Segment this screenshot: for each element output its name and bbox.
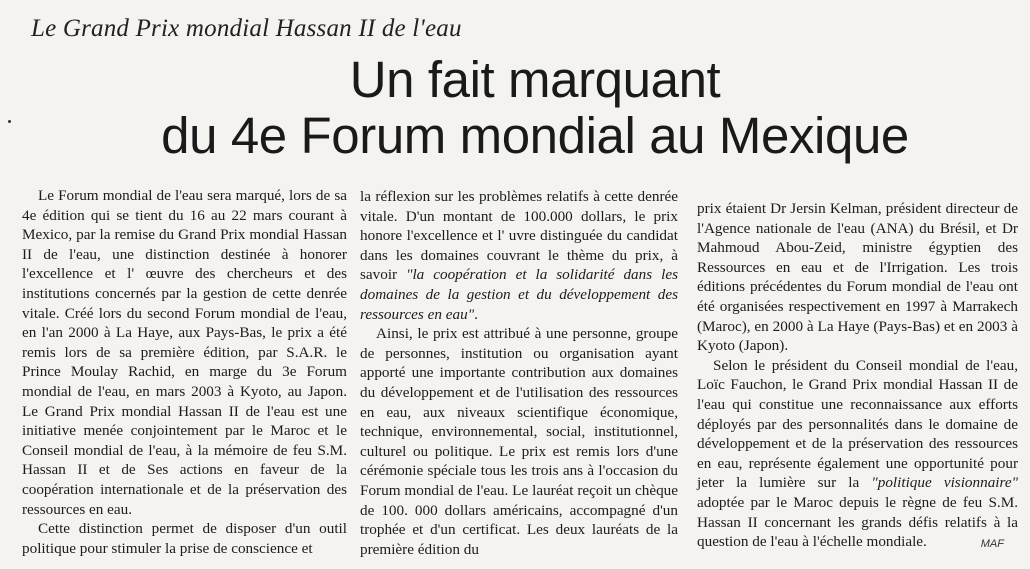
col3-p2-quote: "politique visionnaire" <box>871 474 1018 492</box>
col3-p2-text-b: adoptée par le Maroc depuis le règne de feu S.M. Hassan II concernant les grands défis relatifs à la question de l'eau à l'échelle mondiale. <box>697 493 1018 551</box>
col3-paragraph-1: prix étaient Dr Jersin Kelman, président directeur de l'Agence nationale de l'eau (ANA) du Brésil, et Dr Mahmoud Abou-Zeid, ministre égyptien des Ressources en eau et de l'Irrigation. Les trois éditions précédentes du Forum mondial de l'eau ont été organisées respectivement en 1997 à Marrakech (Maroc), en 2000 à La Haye (Pays-Bas) et en 2003 à Kyoto (Japon). <box>697 200 1018 355</box>
col2-paragraph-1 <box>360 187 678 324</box>
article-column-2 <box>360 187 678 559</box>
headline-line-1: Un fait marquant <box>349 51 721 108</box>
col2-paragraph-2: Ainsi, le prix est attribué à une personne, groupe de personnes, institution ou organisation ayant apporté une importante contribution aux domaines du développement et de l'utilisation des ressources en eau, aux niveaux scientifique économique, technique, environnemental, social, institutionnel, culturel ou politique. Le prix est remis lors d'une cérémonie spéciale tous les trois ans à l'occasion du Forum mondial de l'eau. Le lauréat reçoit un chèque de 100. 000 dollars américains, accompagné d'un trophée et d'un certificat. Les deux lauréats de la première édition du <box>360 325 678 558</box>
article-headline <box>0 52 1030 164</box>
article-kicker: Le Grand Prix mondial Hassan II de l'eau <box>31 15 462 42</box>
article-column-1 <box>22 186 347 558</box>
col2-p1-quote: "la coopération et la solidarité dans les domaines de la gestion et du développement des ressources en eau" <box>360 266 678 323</box>
col3-p2-text-a: Selon le président du Conseil mondial de l'eau, Loïc Fauchon, le Grand Prix mondial Hassan II de l'eau qui constitue une reconnaissance aux efforts déployés par des personnalités dans le domaine de développement et de la préservation des ressources en eau, représente également une opportunité pour jeter la lumière sur la <box>697 356 1018 492</box>
col1-paragraph-2: Cette distinction permet de disposer d'un outil politique pour stimuler la prise de conscience et <box>22 520 347 557</box>
col1-paragraph-1: Le Forum mondial de l'eau sera marqué, lors de sa 4e édition qui se tient du 16 au 22 mars courant à Mexico, par la remise du Grand Prix mondial Hassan II de l'eau, une distinction destinée à honorer l'excellence et l' œuvre des chercheurs et des institutions concernés par la gestion de cette denrée vitale. Créé lors du second Forum mondial de l'eau, en l'an 2000 à La Haye, aux Pays-Bas, le prix a été remis lors de sa première édition, par S.A.R. le Prince Moulay Rachid, en marge du 3e Forum mondial de l'eau, en mars 2003 à Kyoto, au Japon. Le Grand Prix mondial Hassan II de l'eau est une initiative menée conjointement par le Maroc et le Conseil mondial de l'eau, à la mémoire de feu S.M. Hassan II et de Ses actions en faveur de la coopération internationale et de la préservation des ressources en eau. <box>22 187 347 518</box>
col3-paragraph-2 <box>697 356 1018 552</box>
col2-p1-text: la réflexion sur les problèmes relatifs à cette denrée vitale. D'un montant de 100.000 dollars, le prix honore l'excellence et l' uvre distinguée du candidat dans les domaines couvrant le thème du prix, à savoir <box>360 188 678 284</box>
col2-p1-end: . <box>474 305 478 323</box>
headline-line-2: du 4e Forum mondial au Mexique <box>161 107 909 164</box>
article-column-3 <box>697 199 1018 552</box>
author-signature: MAF <box>980 538 1004 550</box>
